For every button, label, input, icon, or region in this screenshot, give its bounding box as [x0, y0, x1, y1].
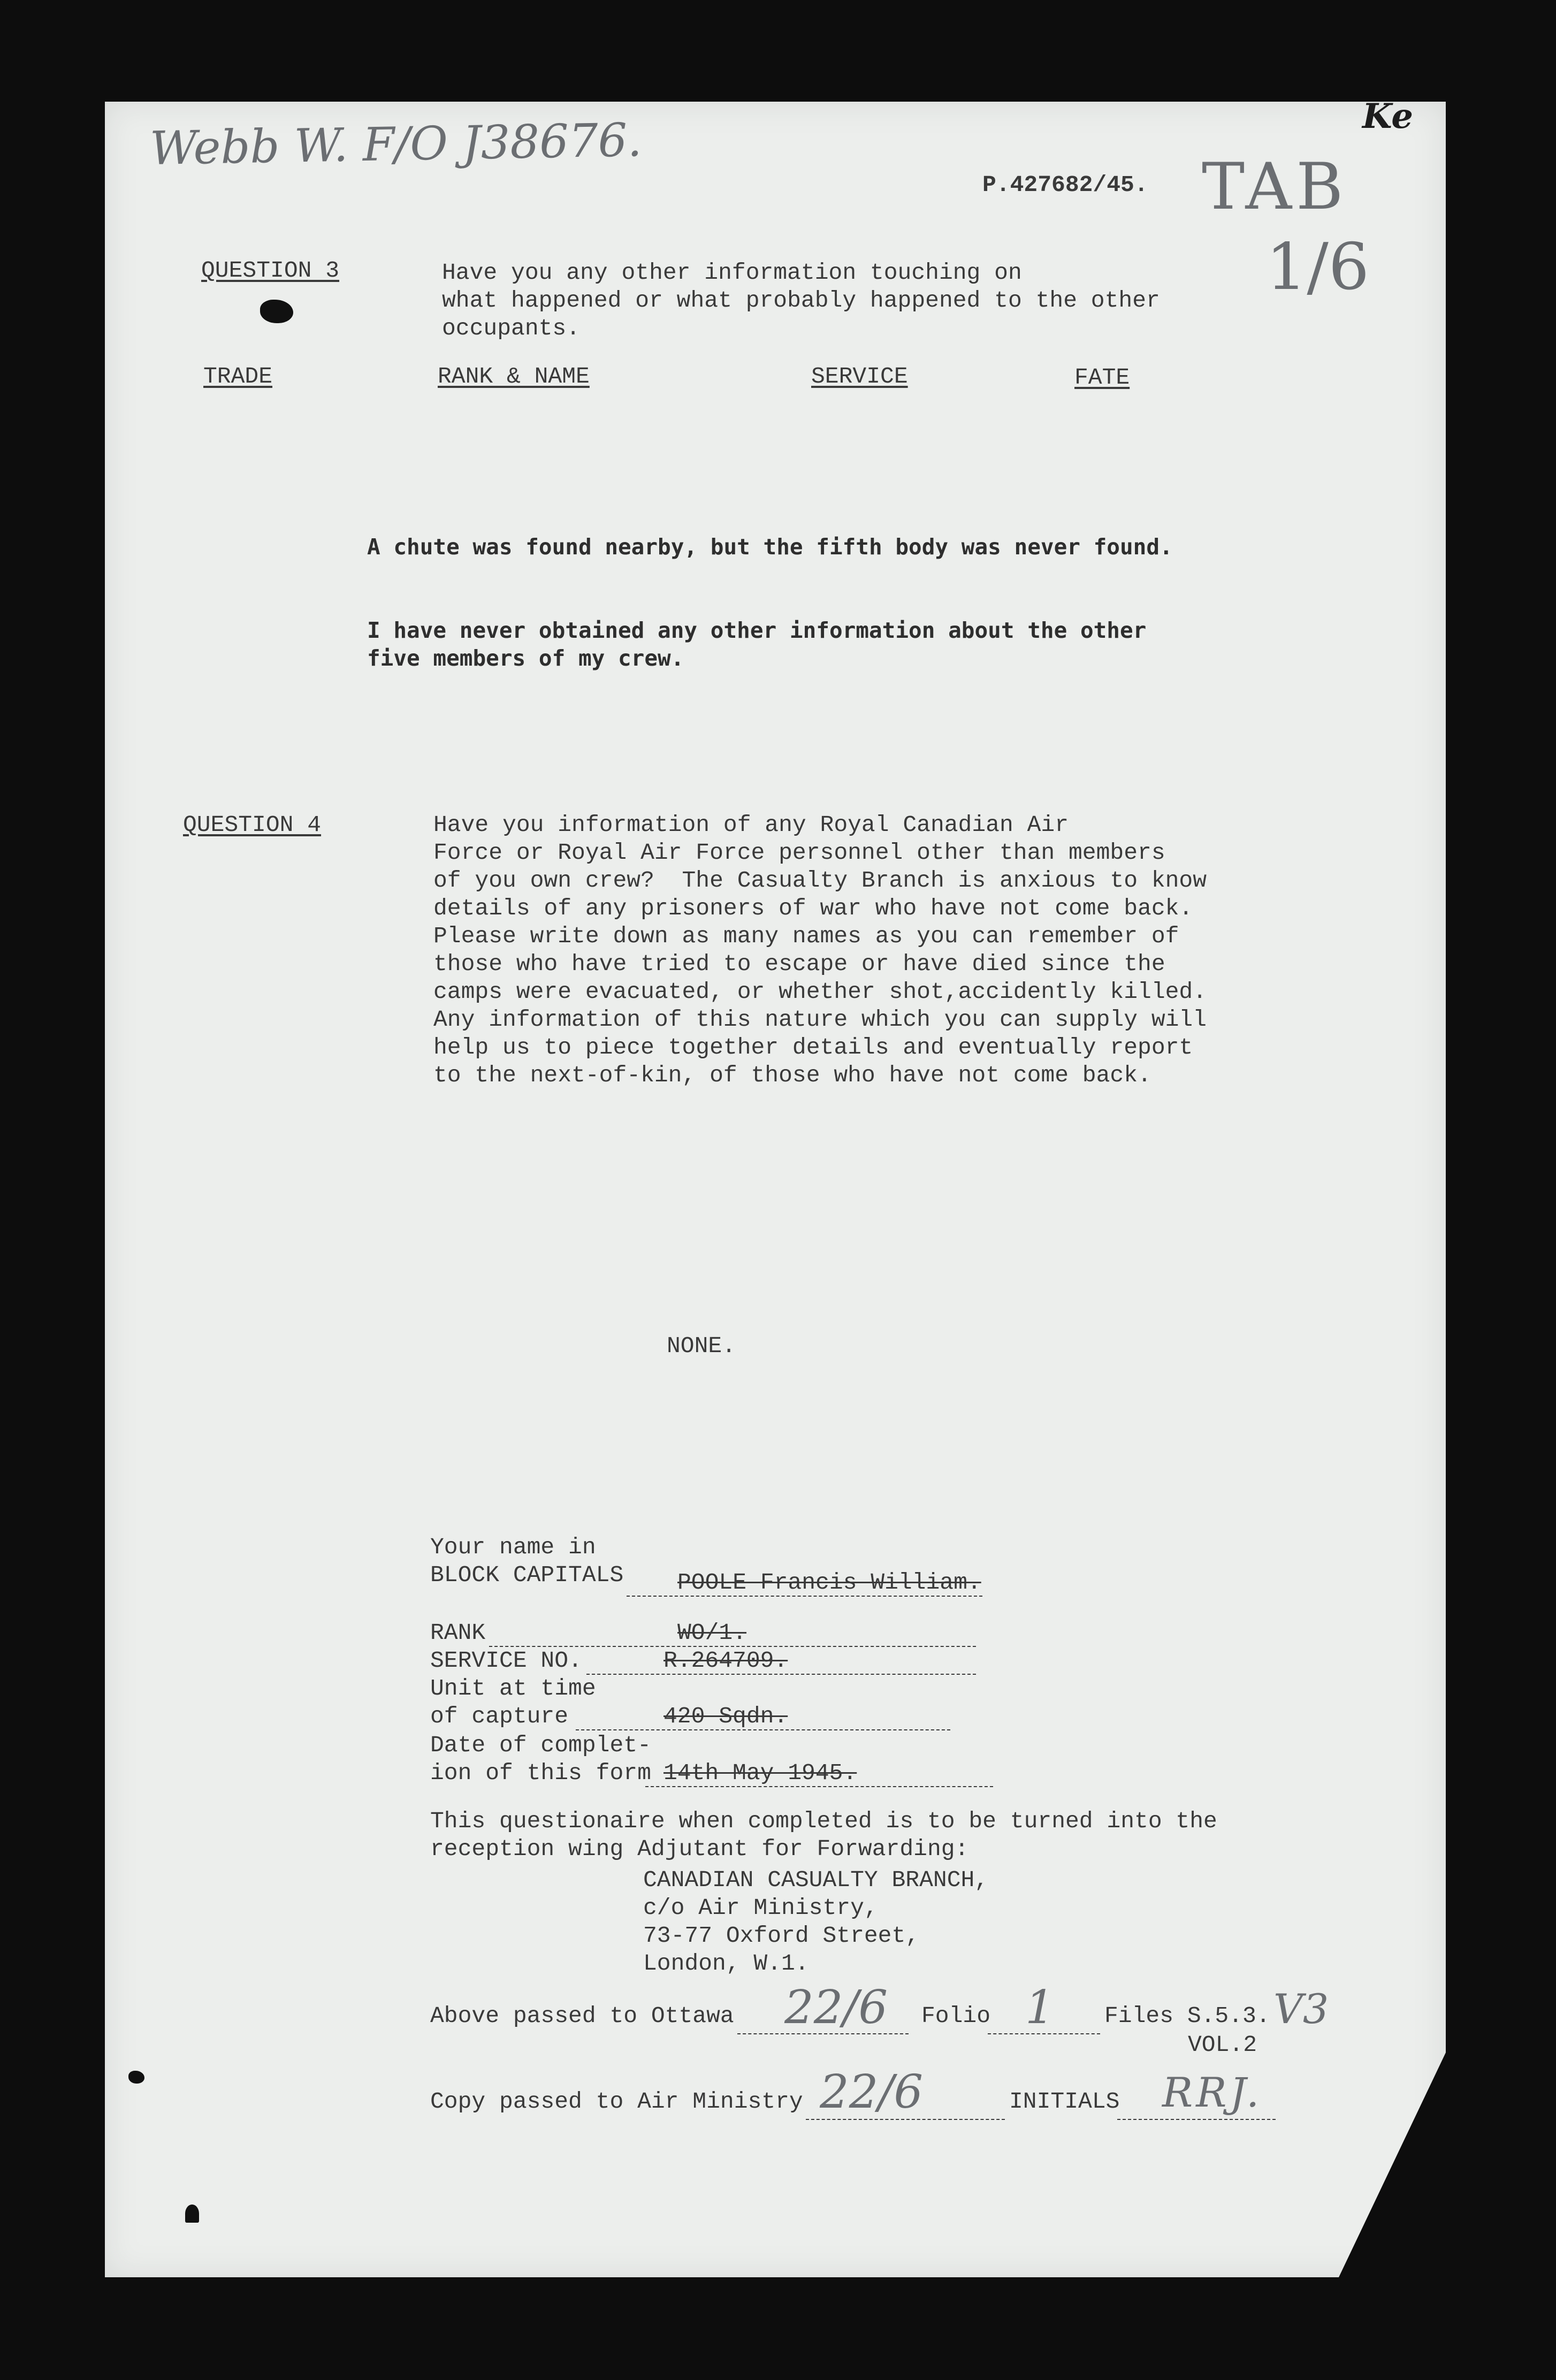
passed-ottawa-date: 22/6: [784, 1981, 888, 2034]
service-value: R.264709.: [663, 1647, 788, 1674]
question4-label: QUESTION 4: [183, 812, 322, 838]
date-label: Date of complet- ion of this form: [430, 1732, 651, 1786]
page-fold: [1339, 2053, 1446, 2277]
service-label: SERVICE NO.: [430, 1647, 582, 1674]
copy-label: Copy passed to Air Ministry: [430, 2088, 803, 2115]
initials-label: INITIALS: [1009, 2088, 1120, 2115]
date-value: 14th May 1945.: [663, 1760, 857, 1786]
tab-note: TAB: [1202, 150, 1348, 224]
column-service: SERVICE: [811, 363, 908, 390]
initials-line: [1117, 2119, 1276, 2120]
question3-answer-2: I have never obtained any other information about the other five members of my crew.: [367, 617, 1147, 671]
reference-number: P.427682/45.: [982, 172, 1148, 198]
column-trade: TRADE: [203, 363, 273, 390]
question3-label: QUESTION 3: [201, 257, 340, 284]
copy-line: [806, 2119, 1005, 2120]
folio-line: [988, 2033, 1100, 2034]
passed-ottawa-label: Above passed to Ottawa: [430, 2003, 734, 2029]
service-line: [586, 1674, 976, 1675]
files-label: Files S.5.3.: [1104, 2003, 1270, 2029]
rank-label: RANK: [430, 1620, 486, 1646]
unit-line: [576, 1729, 950, 1730]
document-page: [105, 102, 1446, 2277]
tab-number: 1/6: [1266, 230, 1370, 304]
files-suffix: V3: [1273, 1985, 1329, 2033]
instructions: This questionaire when completed is to be turned into the reception wing Adjutant for Forwarding:: [430, 1808, 1217, 1862]
ink-blot: [260, 300, 293, 323]
initials-value: RRJ.: [1162, 2069, 1263, 2116]
unit-value: 420 Sqdn.: [663, 1703, 788, 1729]
address: CANADIAN CASUALTY BRANCH, c/o Air Ministry, 73-77 Oxford Street, London, W.1.: [643, 1867, 989, 1977]
vol-label: VOL.2: [1188, 2032, 1257, 2058]
name-line: [627, 1596, 982, 1597]
ottawa-line: [737, 2033, 909, 2034]
folio-value: 1: [1025, 1981, 1055, 2034]
handwritten-name: Webb W. F/O J38676.: [149, 113, 643, 176]
rank-value: WO/1.: [677, 1620, 747, 1646]
ink-speck-2: [128, 2071, 144, 2084]
question4-text: Have you information of any Royal Canadian Air Force or Royal Air Force personnel other than members of you own crew? The Casualty Branch is anxious to know details of any prisoners of war who have not come back. Please write down as many names as you can remember of those who have tried to escape or have died since the camps were evacuated, or whether shot,accidently killed. Any information of this nature which you can supply will help us to piece together details and eventually report to the next-of-kin, of those who have not come back.: [433, 812, 1207, 1088]
question3-answer-1: A chute was found nearby, but the fifth body was never found.: [367, 534, 1173, 560]
corner-initials: Ke: [1362, 102, 1413, 136]
copy-date: 22/6: [820, 2065, 924, 2119]
date-line: [645, 1786, 993, 1787]
question3-text: Have you any other information touching on what happened or what probably happened to the other occupants.: [442, 260, 1160, 341]
name-value: POOLE Francis William.: [677, 1569, 981, 1596]
column-rank-name: RANK & NAME: [438, 363, 590, 390]
ink-speck: [185, 2204, 199, 2223]
unit-label: Unit at time of capture: [430, 1675, 596, 1729]
folio-label: Folio: [921, 2003, 991, 2029]
name-label: Your name in BLOCK CAPITALS: [430, 1534, 624, 1588]
column-fate: FATE: [1074, 364, 1130, 391]
question4-answer: NONE.: [667, 1333, 736, 1359]
